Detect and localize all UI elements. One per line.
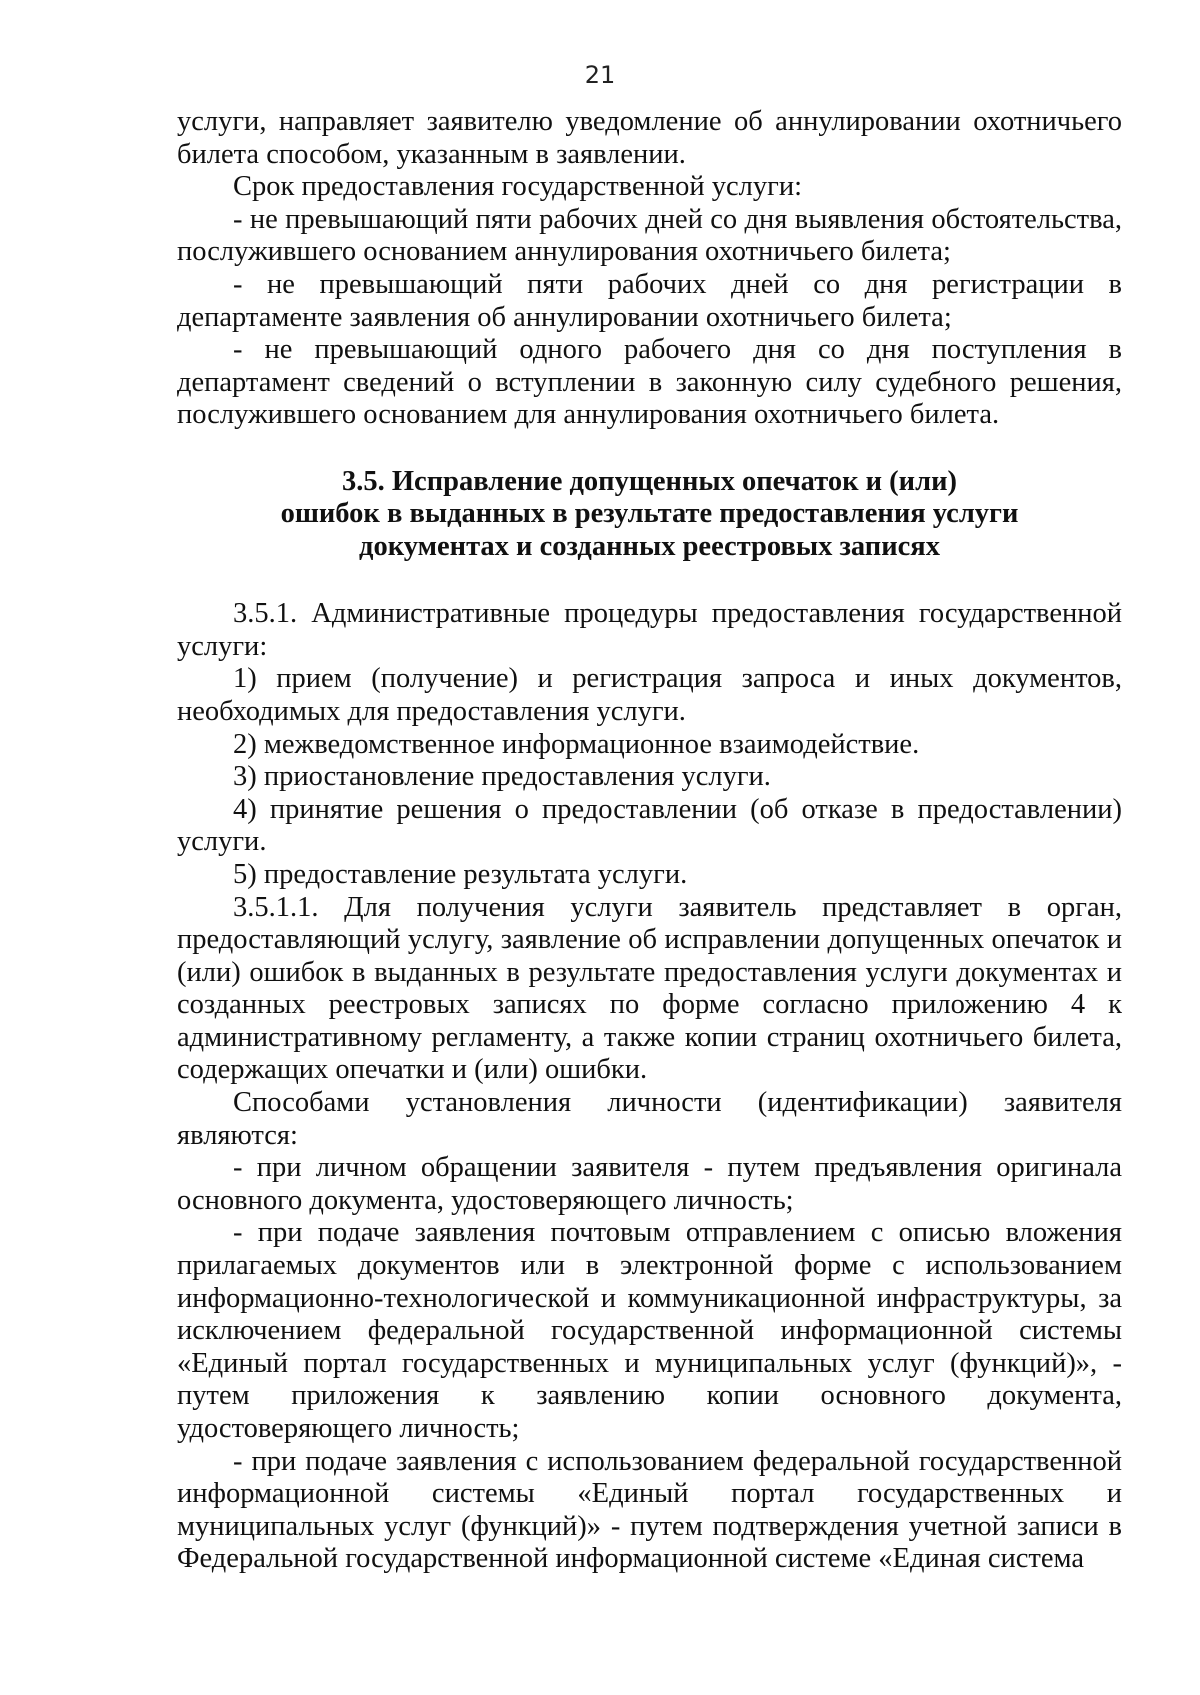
list-item-procedure-1: 1) прием (получение) и регистрация запроса и иных документов, необходимых для предоставления услуги.: [177, 663, 1122, 727]
paragraph-term-item-2: - не превышающий пяти рабочих дней со дня регистрации в департаменте заявления об аннулировании охотничьего билета;: [177, 268, 1122, 333]
section-heading: [177, 466, 1122, 563]
paragraph-3-5-1-1: 3.5.1.1. Для получения услуги заявитель представляет в орган, предоставляющий услугу, заявление об исправлении допущенных опечаток и (или) ошибок в выданных в результате предоставления услуги документах и созданных реестровых записях по форме согласно приложению 4 к административному регламенту, а также копии страниц охотничьего билета, содержащих опечатки и (или) ошибки.: [177, 891, 1122, 1086]
section-heading-line: 3.5. Исправление допущенных опечаток и (или): [342, 465, 957, 497]
paragraph-continuation: услуги, направляет заявителю уведомление об аннулировании охотничьего билета способом, указанным в заявлении.: [177, 106, 1122, 170]
section-heading-line: ошибок в выданных в результате предоставления услуги: [280, 498, 1019, 530]
paragraph-term-item-1: - не превышающий пяти рабочих дней со дня выявления обстоятельства, послужившего основанием аннулирования охотничьего билета;: [177, 203, 1122, 268]
document-body: [177, 106, 1122, 1576]
list-item-procedure-3: 3) приостановление предоставления услуги.: [233, 761, 771, 793]
paragraph-identification-portal: - при подаче заявления с использованием федеральной государственной информационной системы «Единый портал государственных и муниципальных услуг (функций)» - путем подтверждения учетной записи в Федеральной государственной информационной системе «Единая система: [177, 1445, 1122, 1575]
list-item-procedure-5: 5) предоставление результата услуги.: [233, 858, 688, 890]
paragraph-term-intro: Срок предоставления государственной услуги:: [233, 171, 802, 203]
section-heading-line: документах и созданных реестровых записях: [359, 530, 940, 562]
list-item-procedure-2: 2) межведомственное информационное взаимодействие.: [233, 728, 920, 760]
paragraph-identification-personal: - при личном обращении заявителя - путем предъявления оригинала основного документа, удостоверяющего личность;: [177, 1152, 1122, 1216]
page-number: 21: [584, 61, 616, 89]
paragraph-3-5-1: 3.5.1. Административные процедуры предоставления государственной услуги:: [177, 598, 1122, 662]
paragraph-identification-mail: - при подаче заявления почтовым отправлением с описью вложения прилагаемых документов или в электронной форме с использованием информационно-технологической и коммуникационной инфраструктуры, за исключением федеральной государственной информационной системы «Единый портал государственных и муниципальных услуг (функций)», - путем приложения к заявлению копии основного документа, удостоверяющего личность;: [177, 1217, 1122, 1444]
list-item-procedure-4: 4) принятие решения о предоставлении (об отказе в предоставлении) услуги.: [177, 793, 1122, 858]
paragraph-term-item-3: - не превышающий одного рабочего дня со дня поступления в департамент сведений о вступлении в законную силу судебного решения, послужившего основанием для аннулирования охотничьего билета.: [177, 334, 1122, 431]
paragraph-identification-intro: Способами установления личности (идентификации) заявителя являются:: [177, 1087, 1122, 1151]
